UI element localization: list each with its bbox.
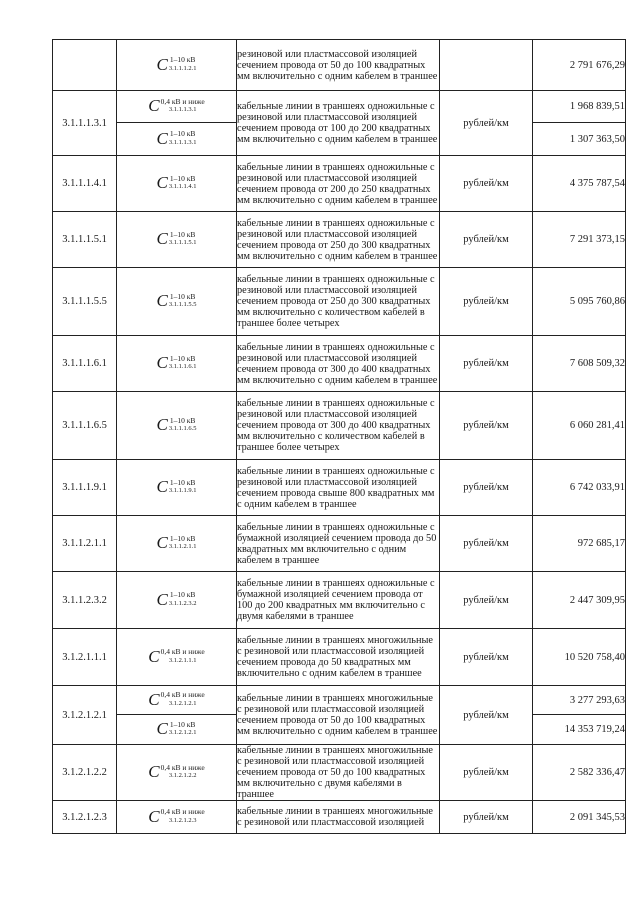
voltage-class-superscript: 1–10 кВ (169, 129, 196, 138)
table-row (53, 212, 626, 268)
rate-symbol-letter: C (156, 229, 168, 248)
rate-index-subscript: 3.1.2.1.2.1 (168, 729, 197, 736)
row-description: кабельные линии в траншеях многожильные с резиновой или пластмассовой изоляцией сечением провода до 50 квадратных мм включительно с одним кабелем в траншее (237, 629, 440, 686)
row-rate-value: 1 307 363,50 (533, 123, 626, 156)
tariff-rate-symbol (148, 97, 204, 114)
rate-index-subscript: 3.1.1.2.1.1 (168, 543, 197, 550)
rate-symbol-letter: C (148, 646, 160, 666)
row-unit: рублей/км (440, 156, 533, 212)
rate-index-subscript: 3.1.1.2.3.2 (168, 599, 197, 607)
voltage-class-superscript: 1–10 кВ (169, 415, 196, 425)
voltage-class-superscript: 1–10 кВ (169, 477, 196, 487)
row-code: 3.1.1.1.5.1 (53, 212, 117, 268)
tariff-rate-symbol (157, 230, 197, 247)
row-rate-value: 6 742 033,91 (533, 460, 626, 516)
rates-table-body (53, 40, 626, 834)
rate-index-subscript: 3.1.1.1.6.1 (168, 363, 197, 370)
voltage-class-superscript: 0,4 кВ и ниже (160, 647, 205, 656)
row-description: кабельные линии в траншеях одножильные с резиновой или пластмассовой изоляцией сечением провода от 300 до 400 квадратных мм включительно с количеством кабелей в траншее более четырех (237, 392, 440, 460)
tariff-symbol-cell (117, 686, 237, 715)
tariff-symbol-cell (117, 91, 237, 123)
row-unit: рублей/км (440, 629, 533, 686)
rate-symbol-letter: C (156, 291, 168, 310)
tariff-symbol-cell (117, 392, 237, 460)
voltage-class-superscript: 1–10 кВ (169, 719, 196, 729)
rate-index-subscript: 3.1.1.1.2.1 (168, 64, 197, 72)
tariff-rate-symbol (148, 648, 204, 665)
tariff-rate-symbol (157, 130, 197, 147)
rate-symbol-letter: C (156, 353, 168, 372)
voltage-class-superscript: 0,4 кВ и ниже (160, 690, 205, 699)
row-rate-value: 7 608 509,32 (533, 336, 626, 392)
row-rate-value: 6 060 281,41 (533, 392, 626, 460)
voltage-class-superscript: 1–10 кВ (169, 291, 196, 301)
row-description: кабельные линии в траншеях многожильные с резиновой или пластмассовой изоляцией сечением провода от 50 до 100 квадратных мм включительно с двумя кабелями в траншее (237, 745, 440, 801)
row-rate-value: 972 685,17 (533, 516, 626, 572)
voltage-class-superscript: 1–10 кВ (169, 590, 196, 599)
tariff-symbol-cell (117, 629, 237, 686)
tariff-rate-symbol (157, 174, 197, 191)
voltage-class-superscript: 1–10 кВ (169, 229, 196, 239)
rate-symbol-letter: C (148, 806, 160, 826)
tariff-symbol-cell (117, 801, 237, 834)
row-unit: рублей/км (440, 516, 533, 572)
voltage-class-superscript: 1–10 кВ (169, 173, 196, 183)
rate-symbol-letter: C (148, 689, 160, 709)
row-code: 3.1.2.1.2.1 (53, 686, 117, 745)
rate-symbol-letter: C (156, 719, 168, 738)
rate-index-subscript: 3.1.1.1.3.1 (168, 138, 197, 146)
voltage-class-superscript: 0,4 кВ и ниже (160, 762, 205, 772)
row-rate-value: 7 291 373,15 (533, 212, 626, 268)
rate-index-subscript: 3.1.1.1.3.1 (168, 106, 197, 113)
tariff-symbol-cell (117, 212, 237, 268)
row-code: 3.1.1.2.3.2 (53, 572, 117, 629)
tariff-rate-symbol (157, 354, 197, 371)
row-description: кабельные линии в траншеях одножильные с резиновой или пластмассовой изоляцией сечением провода от 100 до 200 квадратных мм включительно с одним кабелем в траншее (237, 91, 440, 156)
table-row (53, 91, 626, 123)
row-code: 3.1.1.1.3.1 (53, 91, 117, 156)
row-unit: рублей/км (440, 686, 533, 745)
rate-index-subscript: 3.1.1.1.5.5 (168, 301, 197, 308)
row-code: 3.1.2.1.1.1 (53, 629, 117, 686)
row-code: 3.1.1.1.9.1 (53, 460, 117, 516)
tariff-symbol-cell (117, 715, 237, 745)
row-rate-value: 4 375 787,54 (533, 156, 626, 212)
row-description: кабельные линии в траншеях одножильные с резиновой или пластмассовой изоляцией сечением провода от 300 до 400 квадратных мм включительно с одним кабелем в траншее (237, 336, 440, 392)
tariff-rate-symbol (157, 534, 197, 551)
table-row (53, 40, 626, 91)
page-bottom-margin (0, 885, 639, 905)
tariff-rate-symbol (148, 691, 204, 708)
table-row (53, 686, 626, 715)
tariff-rate-symbol (157, 292, 197, 309)
table-row (53, 745, 626, 801)
tariff-rate-symbol (148, 808, 204, 825)
row-description: кабельные линии в траншеях одножильные с резиновой или пластмассовой изоляцией сечением провода свыше 800 квадратных мм с одним кабелем в траншее (237, 460, 440, 516)
tariff-symbol-cell (117, 268, 237, 336)
row-rate-value: 2 582 336,47 (533, 745, 626, 801)
row-description: кабельные линии в траншеях одножильные с бумажной изоляцией сечением провода до 50 квадратных мм включительно с одним кабелем в траншее (237, 516, 440, 572)
table-row (53, 268, 626, 336)
tariff-symbol-cell (117, 156, 237, 212)
rate-symbol-letter: C (156, 128, 168, 148)
rate-index-subscript: 3.1.1.1.5.1 (168, 239, 197, 246)
row-description: кабельные линии в траншеях одножильные с резиновой или пластмассовой изоляцией сечением провода от 250 до 300 квадратных мм включительно с количеством кабелей в траншее более четырех (237, 268, 440, 336)
row-unit: рублей/км (440, 212, 533, 268)
table-row (53, 392, 626, 460)
voltage-class-superscript: 1–10 кВ (169, 533, 196, 543)
rate-symbol-letter: C (156, 533, 168, 552)
rate-symbol-letter: C (156, 589, 168, 609)
rate-index-subscript: 3.1.1.1.6.5 (168, 425, 197, 432)
row-rate-value: 10 520 758,40 (533, 629, 626, 686)
rates-table (52, 39, 626, 834)
rate-index-subscript: 3.1.2.1.2.2 (168, 772, 197, 779)
rate-symbol-letter: C (156, 477, 168, 496)
row-unit: рублей/км (440, 460, 533, 516)
rate-symbol-letter: C (156, 415, 168, 434)
row-rate-value: 1 968 839,51 (533, 91, 626, 123)
row-description: кабельные линии в траншеях многожильные с резиновой или пластмассовой изоляцией (237, 801, 440, 834)
row-description: резиновой или пластмассовой изоляцией сечением провода от 50 до 100 квадратных мм включительно с одним кабелем в траншее (237, 40, 440, 91)
row-description: кабельные линии в траншеях многожильные с резиновой или пластмассовой изоляцией сечением провода от 50 до 100 квадратных мм включительно с одним кабелем в траншее (237, 686, 440, 745)
row-unit: рублей/км (440, 745, 533, 801)
table-row (53, 460, 626, 516)
rate-index-subscript: 3.1.1.1.9.1 (168, 487, 197, 494)
table-row (53, 336, 626, 392)
row-rate-value: 2 791 676,29 (533, 40, 626, 91)
rate-index-subscript: 3.1.2.1.1.1 (168, 656, 197, 664)
tariff-symbol-cell (117, 745, 237, 801)
tariff-rate-symbol (157, 416, 197, 433)
tariff-rate-symbol (148, 763, 204, 780)
row-unit: рублей/км (440, 336, 533, 392)
row-rate-value: 2 447 309,95 (533, 572, 626, 629)
row-description: кабельные линии в траншеях одножильные с резиновой или пластмассовой изоляцией сечением провода от 200 до 250 квадратных мм включительно с одним кабелем в траншее (237, 156, 440, 212)
row-unit: рублей/км (440, 572, 533, 629)
row-rate-value: 14 353 719,24 (533, 715, 626, 745)
row-rate-value: 3 277 293,63 (533, 686, 626, 715)
rate-symbol-letter: C (156, 173, 168, 192)
row-rate-value: 5 095 760,86 (533, 268, 626, 336)
row-code: 3.1.1.1.5.5 (53, 268, 117, 336)
row-code: 3.1.2.1.2.3 (53, 801, 117, 834)
tariff-rate-symbol (157, 720, 197, 737)
row-code: 3.1.1.1.6.5 (53, 392, 117, 460)
row-unit: рублей/км (440, 801, 533, 834)
rate-index-subscript: 3.1.1.1.4.1 (168, 183, 197, 190)
tariff-symbol-cell (117, 460, 237, 516)
table-row (53, 156, 626, 212)
tariff-rate-symbol (157, 591, 197, 608)
row-code: 3.1.2.1.2.2 (53, 745, 117, 801)
tariff-symbol-cell (117, 40, 237, 91)
row-code: 3.1.1.2.1.1 (53, 516, 117, 572)
row-unit (440, 40, 533, 91)
table-row (53, 801, 626, 834)
tariff-symbol-cell (117, 572, 237, 629)
row-description: кабельные линии в траншеях одножильные с резиновой или пластмассовой изоляцией сечением провода от 250 до 300 квадратных мм включительно с одним кабелем в траншее (237, 212, 440, 268)
voltage-class-superscript: 1–10 кВ (169, 55, 196, 64)
voltage-class-superscript: 0,4 кВ и ниже (160, 96, 205, 106)
rate-index-subscript: 3.1.2.1.2.1 (168, 699, 197, 707)
row-code: 3.1.1.1.6.1 (53, 336, 117, 392)
row-unit: рублей/км (440, 392, 533, 460)
row-description: кабельные линии в траншеях одножильные с бумажной изоляцией сечением провода от 100 до 200 квадратных мм включительно с двумя кабелями в траншее (237, 572, 440, 629)
tariff-rate-symbol (157, 56, 197, 73)
table-row (53, 572, 626, 629)
row-code (53, 40, 117, 91)
tariff-symbol-cell (117, 516, 237, 572)
voltage-class-superscript: 0,4 кВ и ниже (160, 807, 205, 816)
rate-symbol-letter: C (156, 54, 168, 74)
rate-symbol-letter: C (148, 762, 160, 781)
rate-symbol-letter: C (148, 96, 160, 115)
tariff-symbol-cell (117, 336, 237, 392)
table-row (53, 629, 626, 686)
row-rate-value: 2 091 345,53 (533, 801, 626, 834)
tariff-rate-symbol (157, 478, 197, 495)
voltage-class-superscript: 1–10 кВ (169, 353, 196, 363)
row-unit: рублей/км (440, 268, 533, 336)
row-unit: рублей/км (440, 91, 533, 156)
row-code: 3.1.1.1.4.1 (53, 156, 117, 212)
rate-index-subscript: 3.1.2.1.2.3 (168, 816, 197, 824)
table-row (53, 516, 626, 572)
tariff-symbol-cell (117, 123, 237, 156)
